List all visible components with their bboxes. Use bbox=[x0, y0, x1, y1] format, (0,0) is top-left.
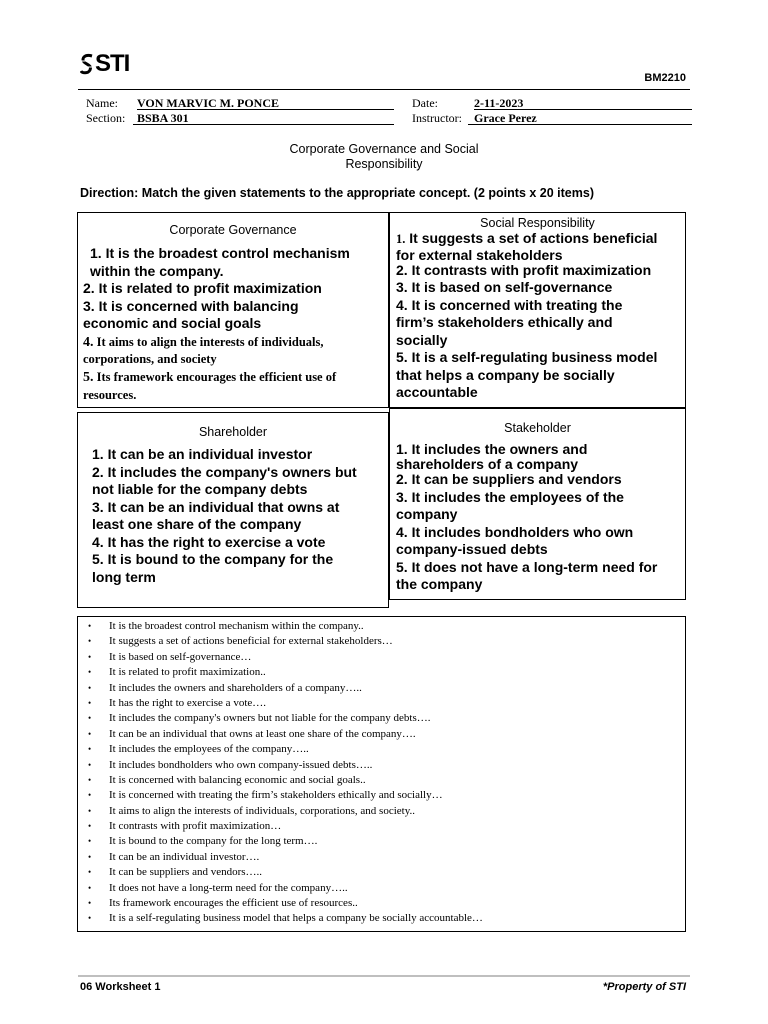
section-value: BSBA 301 bbox=[137, 111, 189, 125]
sr-item bbox=[396, 230, 685, 248]
worksheet-title bbox=[0, 142, 768, 172]
statement-text: It aims to align the interests of individuals, corporations, and society.. bbox=[109, 804, 416, 817]
sh-item: 2. It includes the company's owners but bbox=[92, 463, 357, 480]
bullet-icon: • bbox=[88, 682, 92, 693]
cg-item: 3. It is concerned with balancing bbox=[83, 297, 299, 314]
sr-item: for external stakeholders bbox=[396, 246, 563, 263]
statement-text: It suggests a set of actions beneficial for external stakeholders… bbox=[109, 635, 393, 648]
statement-text: It is bound to the company for the long term…. bbox=[109, 835, 318, 848]
bullet-icon: • bbox=[88, 882, 92, 893]
name-value: VON MARVIC M. PONCE bbox=[137, 96, 279, 110]
st-item: company bbox=[396, 506, 458, 522]
st-item: 1. It includes the owners and bbox=[396, 441, 588, 457]
cg-item bbox=[83, 334, 388, 352]
sr-item: 2. It contrasts with profit maximization bbox=[396, 261, 652, 278]
list-item bbox=[78, 804, 685, 819]
sr-item: socially bbox=[396, 331, 448, 348]
bullet-icon: • bbox=[88, 651, 92, 662]
box-title: Stakeholder bbox=[504, 421, 571, 435]
sh-item: 1. It can be an individual investor bbox=[92, 446, 313, 462]
title-line-2: Responsibility bbox=[345, 157, 423, 171]
statement-text: It is a self-regulating business model that helps a company be socially accountable… bbox=[109, 912, 483, 925]
sr-item: 4. It is concerned with treating the bbox=[396, 296, 623, 313]
sr-item: firm’s stakeholders ethically and bbox=[396, 314, 613, 330]
list-item bbox=[78, 650, 685, 665]
cg-item: 2. It is related to profit maximization bbox=[83, 280, 322, 296]
cg-item: 1. It is the broadest control mechanism bbox=[90, 245, 350, 261]
bullet-icon: • bbox=[88, 821, 92, 832]
sr-item: 3. It is based on self-governance bbox=[396, 279, 613, 295]
statement-text: It contrasts with profit maximization… bbox=[109, 820, 282, 833]
list-item bbox=[78, 696, 685, 711]
bullet-icon: • bbox=[88, 805, 92, 816]
sr-item-text: It suggests a set of actions beneficial bbox=[409, 230, 658, 246]
footer-rule bbox=[78, 975, 690, 977]
st-item: 5. It does not have a long-term need for bbox=[396, 558, 658, 575]
shareholder-box bbox=[77, 412, 389, 608]
section-label: Section: bbox=[86, 111, 126, 125]
list-item bbox=[78, 865, 685, 880]
list-item bbox=[78, 711, 685, 726]
sh-item: long term bbox=[92, 568, 156, 585]
statement-text: It includes the company's owners but not liable for the company debts…. bbox=[109, 712, 431, 725]
list-item bbox=[78, 634, 685, 649]
statements-list bbox=[78, 617, 685, 927]
statement-text: It includes the owners and shareholders of a company….. bbox=[109, 681, 362, 694]
sti-swirl-icon bbox=[80, 53, 94, 75]
cg-item bbox=[83, 369, 388, 387]
st-item: company-issued debts bbox=[396, 541, 548, 557]
footer-worksheet-label: 06 Worksheet 1 bbox=[80, 981, 161, 993]
list-item bbox=[78, 850, 685, 865]
bullet-icon: • bbox=[88, 713, 92, 724]
section-underline bbox=[133, 124, 394, 125]
bullet-icon: • bbox=[88, 851, 92, 862]
list-item bbox=[78, 727, 685, 742]
cg-item-text: It aims to align the interests of individuals, bbox=[96, 334, 324, 349]
list-item bbox=[78, 881, 685, 896]
sr-item: that helps a company be socially bbox=[396, 366, 615, 383]
sh-item: 3. It can be an individual that owns at bbox=[92, 498, 340, 515]
statement-text: It is based on self-governance… bbox=[109, 650, 252, 663]
statement-text: Its framework encourages the efficient use of resources.. bbox=[109, 897, 358, 910]
cg-item: within the company. bbox=[90, 262, 224, 279]
direction-text: Direction: Match the given statements to the appropriate concept. (2 points x 20 items) bbox=[80, 186, 594, 200]
doc-code: BM2210 bbox=[644, 72, 686, 84]
logo-text: STI bbox=[95, 50, 130, 77]
sti-logo bbox=[80, 50, 129, 78]
bullet-icon: • bbox=[88, 667, 92, 678]
date-label: Date: bbox=[412, 96, 438, 110]
statement-text: It is the broadest control mechanism within the company.. bbox=[109, 620, 364, 632]
statement-text: It can be an individual that owns at least one share of the company…. bbox=[109, 727, 416, 740]
bullet-icon: • bbox=[88, 636, 92, 647]
list-item bbox=[78, 911, 685, 926]
date-value: 2-11-2023 bbox=[474, 96, 524, 110]
st-item: the company bbox=[396, 576, 483, 592]
bullet-icon: • bbox=[88, 836, 92, 847]
sr-item-num: 1. bbox=[396, 232, 406, 246]
sr-item: accountable bbox=[396, 384, 478, 400]
bullet-icon: • bbox=[88, 913, 92, 924]
list-item bbox=[78, 742, 685, 757]
instructor-label: Instructor: bbox=[412, 111, 462, 125]
bullet-icon: • bbox=[88, 728, 92, 739]
list-item bbox=[78, 819, 685, 834]
instructor-value: Grace Perez bbox=[474, 111, 537, 125]
stakeholder-box bbox=[389, 408, 686, 600]
title-line-1: Corporate Governance and Social bbox=[289, 142, 479, 156]
cg-item: corporations, and society bbox=[83, 352, 217, 366]
bullet-icon: • bbox=[88, 867, 92, 878]
st-item: 2. It can be suppliers and vendors bbox=[396, 471, 622, 487]
statement-text: It can be an individual investor…. bbox=[109, 850, 260, 863]
cg-item: resources. bbox=[83, 387, 137, 402]
list-item bbox=[78, 665, 685, 680]
statement-text: It does not have a long-term need for the company….. bbox=[109, 881, 348, 894]
cg-item: economic and social goals bbox=[83, 315, 262, 331]
name-label: Name: bbox=[86, 96, 118, 110]
sh-item: 4. It has the right to exercise a vote bbox=[92, 533, 326, 550]
sr-item: 5. It is a self-regulating business model bbox=[396, 349, 658, 365]
st-item: 3. It includes the employees of the bbox=[396, 488, 624, 505]
list-item bbox=[78, 773, 685, 788]
list-item bbox=[78, 834, 685, 849]
list-item bbox=[78, 788, 685, 803]
bullet-icon: • bbox=[88, 744, 92, 755]
bullet-icon: • bbox=[88, 898, 92, 909]
cg-item-num: 4. bbox=[83, 334, 94, 350]
bullet-icon: • bbox=[88, 621, 92, 631]
bullet-icon: • bbox=[88, 790, 92, 801]
list-item bbox=[78, 681, 685, 696]
name-underline bbox=[137, 109, 394, 110]
bullet-icon: • bbox=[88, 759, 92, 770]
list-item bbox=[78, 758, 685, 773]
date-underline bbox=[474, 109, 692, 110]
statements-list-box bbox=[77, 616, 686, 932]
statement-text: It includes bondholders who own company-issued debts….. bbox=[109, 758, 373, 771]
social-responsibility-box bbox=[389, 212, 686, 408]
sh-item: 5. It is bound to the company for the bbox=[92, 551, 334, 567]
box-title: Shareholder bbox=[198, 425, 268, 439]
bullet-icon: • bbox=[88, 697, 92, 708]
bullet-icon: • bbox=[88, 774, 92, 785]
statement-text: It includes the employees of the company….. bbox=[109, 743, 309, 756]
st-item: shareholders of a company bbox=[396, 456, 579, 472]
corporate-governance-box bbox=[77, 212, 389, 408]
statement-text: It is concerned with balancing economic and social goals.. bbox=[109, 773, 366, 786]
box-title: Social Responsibility bbox=[480, 216, 595, 230]
footer-property-label: *Property of STI bbox=[602, 981, 686, 993]
sh-item: not liable for the company debts bbox=[92, 481, 308, 497]
statement-text: It is concerned with treating the firm’s stakeholders ethically and socially… bbox=[109, 789, 443, 802]
statement-text: It has the right to exercise a vote…. bbox=[109, 696, 267, 709]
instructor-underline bbox=[468, 124, 692, 125]
cg-item-text: Its framework encourages the efficient use of bbox=[96, 370, 337, 384]
header-rule bbox=[78, 89, 690, 90]
sh-item: least one share of the company bbox=[92, 516, 302, 532]
st-item: 4. It includes bondholders who own bbox=[396, 523, 634, 540]
list-item bbox=[78, 896, 685, 911]
list-item bbox=[78, 619, 685, 634]
box-title: Corporate Governance bbox=[169, 223, 297, 237]
statement-text: It can be suppliers and vendors….. bbox=[109, 866, 263, 879]
cg-item-num: 5. bbox=[83, 370, 94, 385]
statement-text: It is related to profit maximization.. bbox=[109, 666, 266, 679]
